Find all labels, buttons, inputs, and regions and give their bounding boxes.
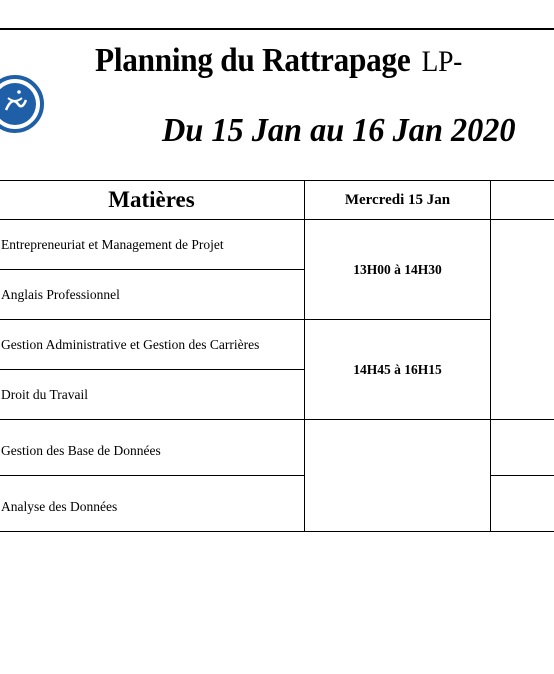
time-slot-cell: 13H00 à 14H30 (305, 220, 491, 320)
page-top-border (0, 28, 554, 30)
table-row (0, 420, 554, 476)
university-logo (0, 58, 44, 150)
schedule-table (0, 180, 554, 532)
time-slot-cell: 14H45 à 16H15 (305, 320, 491, 420)
subject-cell: Analyse des Données (0, 476, 305, 532)
subject-cell: Droit du Travail (0, 370, 305, 420)
empty-cell (491, 220, 554, 420)
empty-cell (491, 476, 554, 532)
table-row (0, 220, 554, 270)
table-header-row (0, 181, 554, 220)
subject-cell: Gestion Administrative et Gestion des Carrières (0, 320, 305, 370)
column-header-mercredi: Mercredi 15 Jan (305, 181, 491, 220)
table-row (0, 320, 554, 370)
column-header-matieres: Matières (0, 181, 305, 220)
page-title: Planning du Rattrapage LP- (95, 42, 463, 79)
subject-cell: Gestion des Base de Données (0, 420, 305, 476)
column-header-next-day (491, 181, 554, 220)
empty-cell (305, 420, 491, 532)
subject-cell: Anglais Professionnel (0, 270, 305, 320)
empty-cell (491, 420, 554, 476)
page-subtitle: Du 15 Jan au 16 Jan 2020 (162, 112, 516, 149)
subject-cell: Entrepreneuriat et Management de Projet (0, 220, 305, 270)
